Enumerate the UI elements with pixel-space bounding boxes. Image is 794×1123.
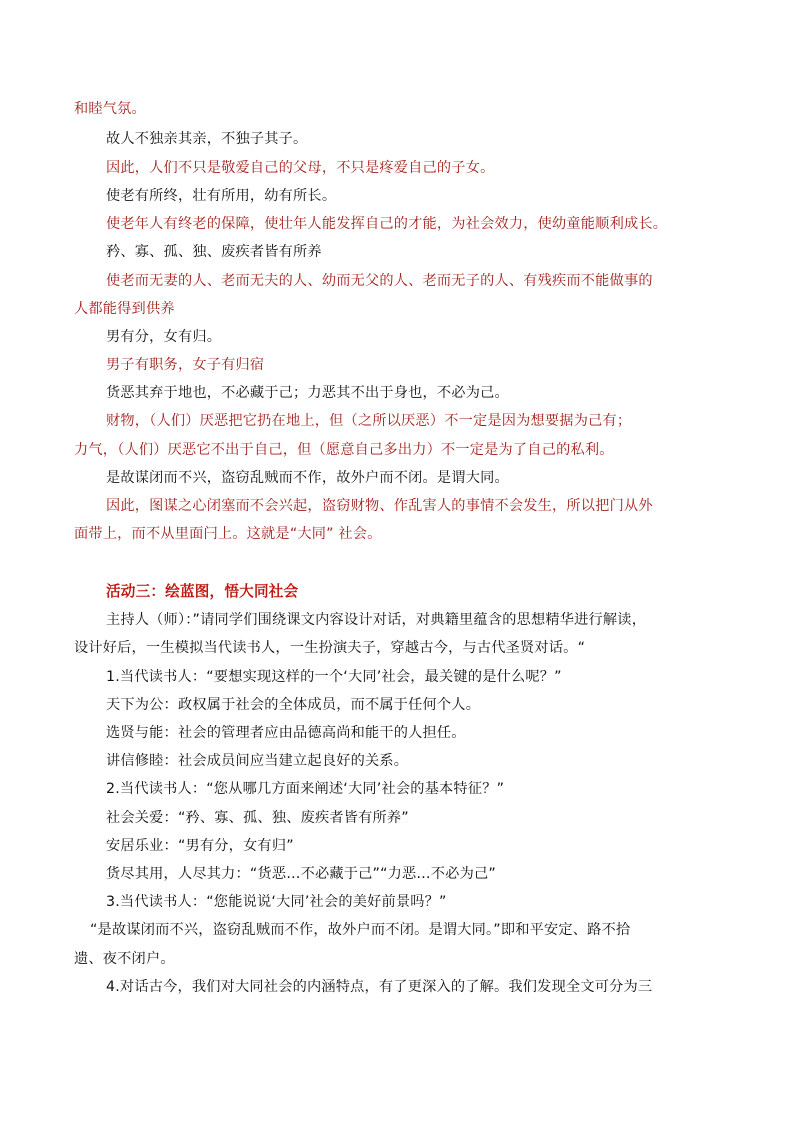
text-line: 财物，（人们）厌恶把它扔在地上，但（之所以厌恶）不一定是因为想要据为己有；: [106, 413, 632, 429]
text-line: 和睦气氛。: [74, 101, 146, 117]
text-line: 使老而无妻的人、老而无夫的人、幼而无父的人、老而无子的人、有残疾而不能做事的: [106, 273, 653, 289]
text-line: 是故谋闭而不兴，盗窃乱贼而不作，故外户而不闭。是谓大同。: [106, 470, 509, 486]
section-heading: 活动三：绘蓝图，悟大同社会: [106, 583, 299, 600]
text-line: 货尽其用，人尽其力：“货恶…不必藏于己”“力恶…不必为己”: [106, 866, 496, 882]
text-line: 1.当代读书人：“要想实现这样的一个‘大同’社会，最关键的是什么呢？”: [106, 669, 562, 685]
text-line: 因此，图谋之心闭塞而不会兴起，盗窃财物、作乱害人的事情不会发生，所以把门从外: [106, 498, 653, 514]
text-line: 使老有所终，壮有所用，幼有所长。: [106, 188, 337, 204]
text-line: 讲信修睦：社会成员间应当建立起良好的关系。: [106, 753, 409, 769]
text-line: 安居乐业：“男有分，女有归”: [106, 838, 294, 854]
text-line: 3.当代读书人：“您能说说‘大同’社会的美好前景吗？”: [106, 894, 447, 910]
text-line: 天下为公：政权属于社会的全体成员，而不属于任何个人。: [106, 697, 481, 713]
text-line: 男子有职务，女子有归宿: [106, 357, 265, 373]
text-line: 主持人（师）：”请同学们围绕课文内容设计对话，对典籍里蕴含的思想精华进行解读，: [106, 612, 647, 628]
text-line: 面带上，而不从里面闩上。这就是“大同” 社会。: [74, 526, 382, 542]
text-line: 故人不独亲其亲，不独子其子。: [106, 131, 308, 147]
text-line: 货恶其弃于地也，不必藏于己；力恶其不出于身也，不必为己。: [106, 385, 509, 401]
text-line: 矜、寡、孤、独、废疾者皆有所养: [106, 244, 322, 260]
text-line: 社会关爱：“矜、寡、孤、独、废疾者皆有所养”: [106, 810, 409, 826]
text-line: 选贤与能：社会的管理者应由品德高尚和能干的人担任。: [106, 725, 466, 741]
text-line: 设计好后，一生模拟当代读书人，一生扮演夫子，穿越古今，与古代圣贤对话。“: [74, 640, 586, 656]
text-line: “是故谋闭而不兴，盗窃乱贼而不作，故外户而不闭。是谓大同。”即和平安定、路不拾: [90, 922, 631, 938]
text-line: 使老年人有终老的保障，使壮年人能发挥自己的才能，为社会效力，使幼童能顺利成长。: [106, 216, 668, 232]
text-line: 力气，（人们）厌恶它不出于自己，但（愿意自己多出力）不一定是为了自己的私利。: [74, 442, 614, 458]
text-line: 4.对话古今，我们对大同社会的内涵特点，有了更深入的了解。我们发现全文可分为三: [106, 979, 653, 995]
text-line: 因此，人们不只是敬爱自己的父母，不只是疼爱自己的子女。: [106, 160, 495, 176]
text-line: 人都能得到供养: [74, 301, 175, 317]
text-line: 男有分，女有归。: [106, 329, 222, 345]
text-line: 2.当代读书人：“您从哪几方面来阐述‘大同’社会的基本特征？”: [106, 781, 505, 797]
text-line: 遗、夜不闭户。: [74, 951, 175, 967]
